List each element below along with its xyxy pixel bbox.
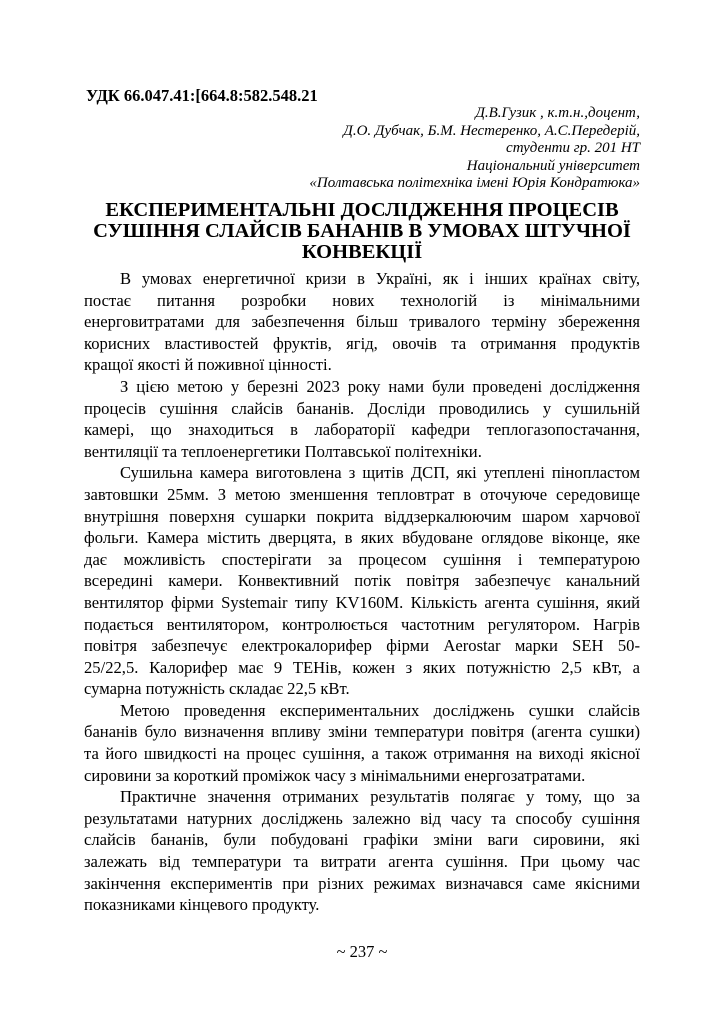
article-body [84, 268, 640, 916]
text-line: слайсів бананів, були побудовані графіки зміни ваги сировини, які [84, 830, 640, 850]
text-line: бананів було визначення впливу зміни температури повітря (агента сушки) [84, 722, 640, 742]
udc-code: УДК 66.047.41:[664.8:582.548.21 [86, 86, 318, 105]
paragraph [84, 268, 640, 376]
text-line: завтовшки 25мм. З метою зменшення тепловтрат в оточуюче середовище [84, 484, 640, 504]
text-line: камері, що знаходиться в лабораторії кафедри теплогазопостачання, [84, 420, 640, 440]
text-line: закінчення експериментів при різних режимах визначався саме якісними [84, 873, 640, 893]
text-line: постає питання розробки нових технологій із мінімальними [84, 290, 640, 310]
text-line: повітря забезпечує електрокалорифер фірми Aerostar марки SEH 50- [84, 636, 640, 656]
text-line: подається вентилятором, контролюється частотним регулятором. Нагрів [84, 614, 640, 634]
paragraph [84, 700, 640, 786]
text-line: вентилятор фірми Systemair типу KV160M. Кількість агента сушіння, який [84, 592, 640, 612]
affiliation-line: «Полтавська політехніка імені Юрія Кондратюка» [309, 175, 640, 191]
text-line: дає можливість спостерігати за процесом сушіння і температурою [84, 549, 640, 569]
paragraph [84, 376, 640, 462]
text-line: та його швидкості на процес сушіння, а також отримання на виході якісної [84, 744, 640, 764]
paragraph [84, 786, 640, 916]
text-line: В умовах енергетичної кризи в Україні, як і інших країнах світу, [120, 269, 640, 288]
article-title [84, 200, 640, 263]
text-line: сумарна потужність складає 22,5 кВт. [84, 679, 350, 699]
page-number: ~ 237 ~ [336, 942, 388, 961]
text-line: енерговитратами для забезпечення більш тривалого терміну збереження [84, 312, 640, 332]
text-line: корисних властивостей фруктів, ягід, овочів та отримання продуктів [84, 333, 640, 353]
text-line: Метою проведення експериментальних досліджень сушки слайсів [120, 700, 640, 720]
text-line: 25/22,5. Калорифер має 9 ТЕНів, кожен з яких потужністю 2,5 кВт, а [84, 657, 640, 677]
text-line: залежать від температури та витрати агента сушіння. При цьому час [84, 852, 640, 872]
author-line: Д.В.Гузик , к.т.н.,доцент, [475, 105, 640, 121]
text-line: фольги. Камера містить дверцята, в яких вбудоване оглядове віконце, яке [84, 528, 640, 548]
author-block [309, 105, 640, 193]
text-line: внутрішня поверхня сушарки покрита віддзеркалюючим шаром харчової [84, 506, 640, 526]
title-line: ЕКСПЕРИМЕНТАЛЬНІ ДОСЛІДЖЕННЯ ПРОЦЕСІВ [105, 199, 619, 221]
text-line: З цією метою у березні 2023 року нами були проведені дослідження [120, 376, 640, 396]
paragraph [84, 462, 640, 700]
text-line: процесів сушіння слайсів бананів. Досліди проводились у сушильній [84, 398, 640, 418]
title-line: СУШІННЯ СЛАЙСІВ БАНАНІВ В УМОВАХ ШТУЧНОЇ [93, 220, 631, 242]
text-line: показниками кінцевого продукту. [84, 895, 320, 915]
text-line: кращої якості й поживної цінності. [84, 355, 332, 375]
author-line: студенти гр. 201 НТ [506, 140, 640, 156]
author-line: Д.О. Дубчак, Б.М. Нестеренко, А.С.Передерій, [343, 122, 640, 139]
text-line: Сушильна камера виготовлена з щитів ДСП, які утеплені пінопластом [120, 463, 640, 483]
text-line: результатами натурних досліджень залежно від часу та способу сушіння [84, 808, 640, 828]
affiliation-line: Національний університет [466, 157, 640, 174]
title-line: КОНВЕКЦІЇ [301, 241, 423, 263]
text-line: всередині камери. Конвективний потік повітря забезпечує канальний [84, 571, 640, 591]
text-line: сировини за короткий проміжок часу з мінімальними енергозатратами. [84, 765, 586, 785]
text-line: Практичне значення отриманих результатів полягає у тому, що за [120, 787, 640, 807]
text-line: вентиляції та теплоенергетики Полтавської політехніки. [84, 441, 482, 461]
